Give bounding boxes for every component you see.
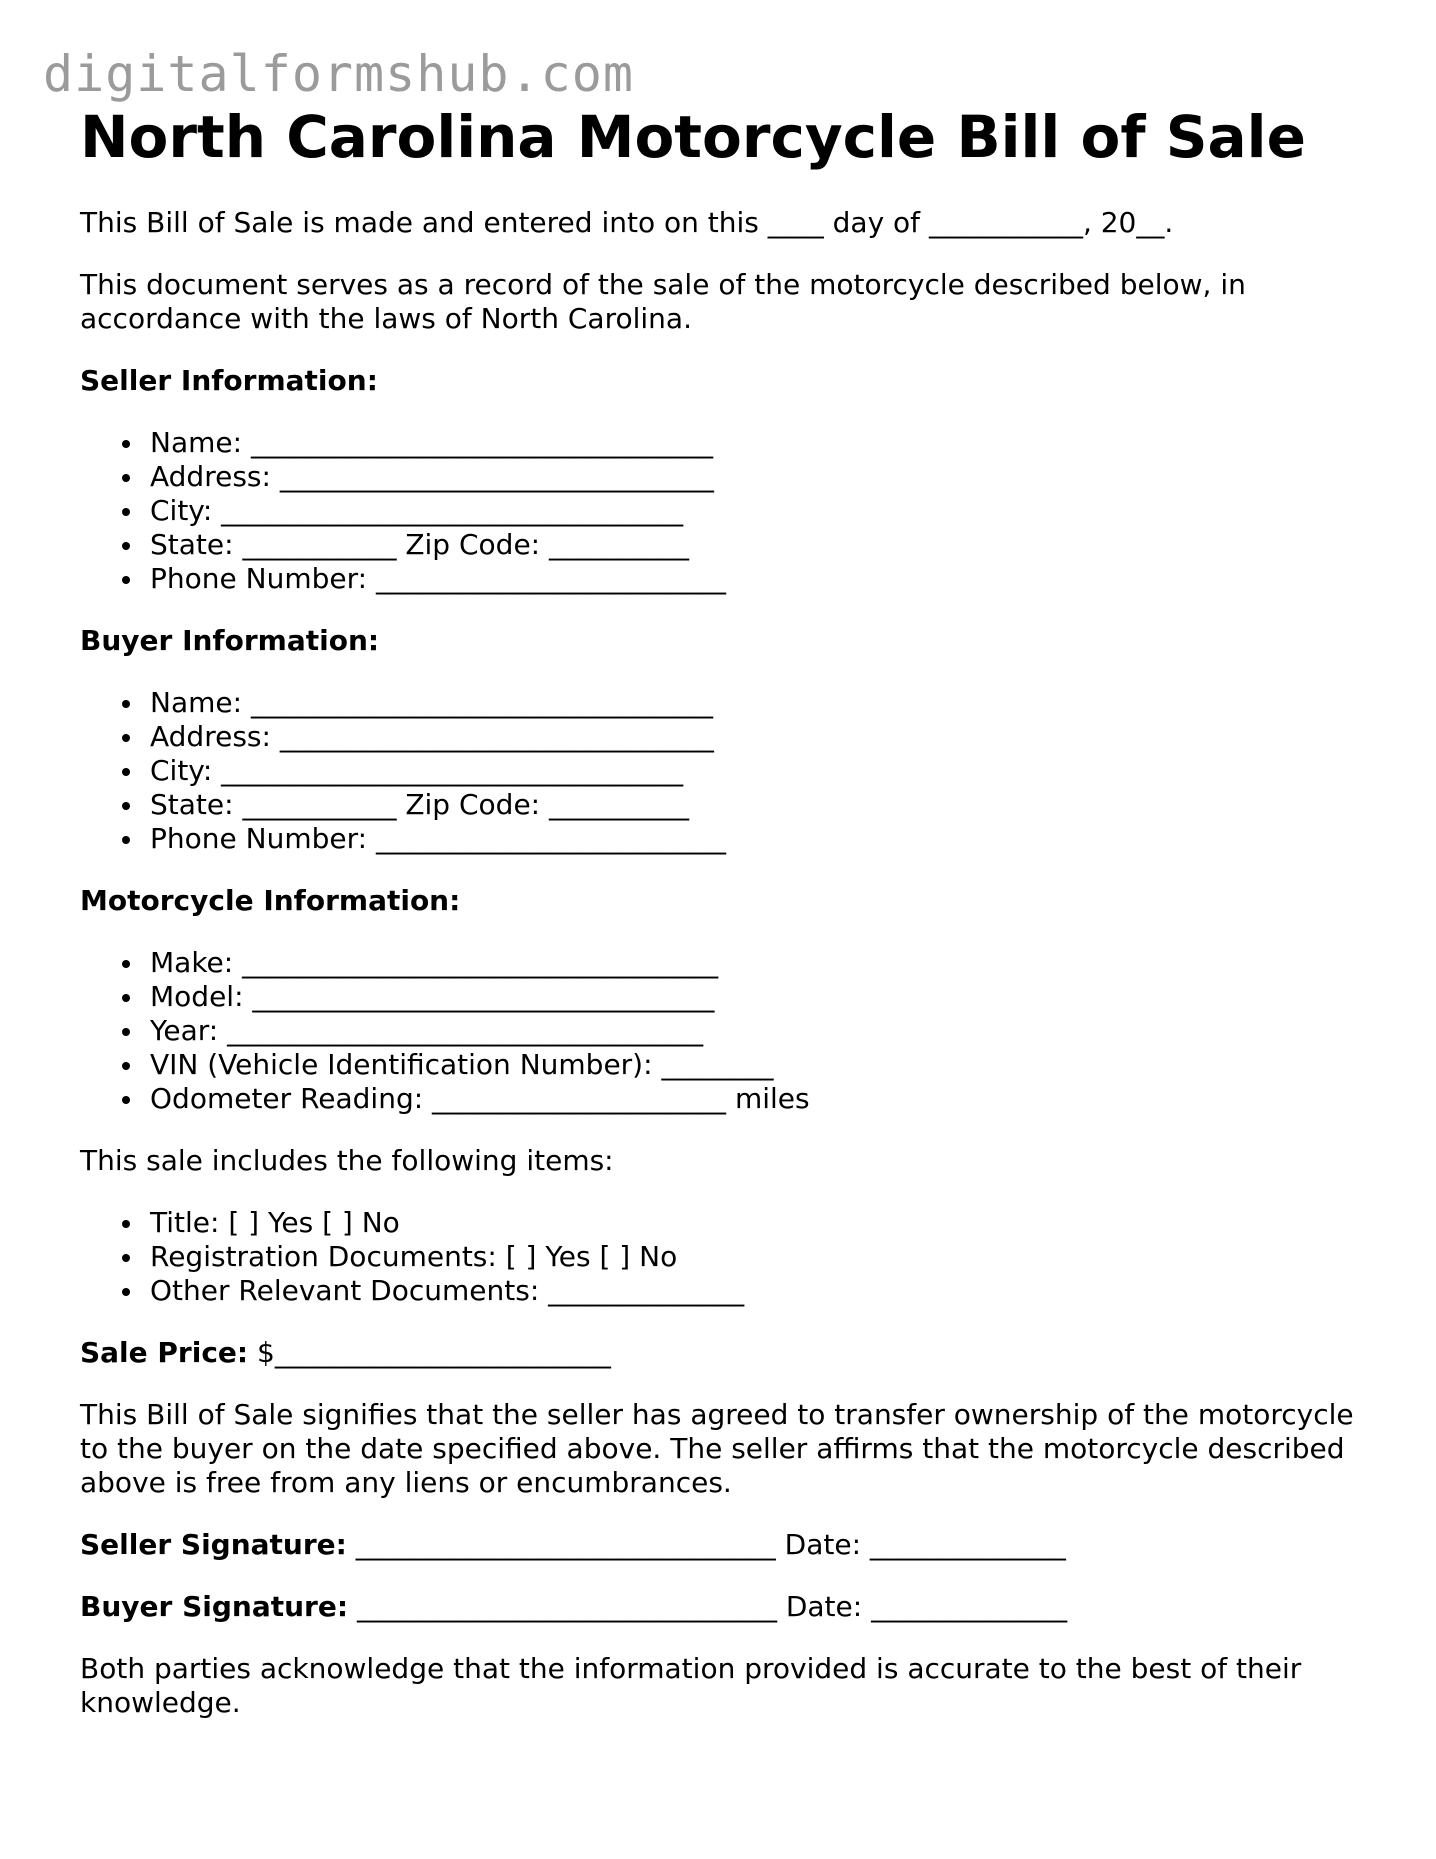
watermark: digitalformshub.com [43,45,634,103]
other-documents-item: Other Relevant Documents: ______________ [150,1274,1380,1308]
buyer-signature-line [80,1590,1380,1624]
seller-signature-line [80,1528,1380,1562]
buyer-signature-blanks: ______________________________ Date: ______________ [356,1590,1068,1623]
seller-phone-field: Phone Number: _________________________ [150,562,1380,596]
items-intro: This sale includes the following items: [80,1144,614,1177]
seller-address-field: Address: _______________________________ [150,460,1380,494]
sale-price-line [80,1336,1380,1370]
motorcycle-fields [80,946,1380,1116]
title-item: Title: [ ] Yes [ ] No [150,1206,1380,1240]
seller-heading: Seller Information: [80,364,378,397]
motorcycle-heading: Motorcycle Information: [80,884,461,917]
buyer-city-field: City: _________________________________ [150,754,1380,788]
buyer-address-field: Address: _______________________________ [150,720,1380,754]
purpose-statement: This document serves as a record of the sale of the motorcycle described below, in accordance with the laws of North Carolina. [80,268,1246,335]
buyer-phone-field: Phone Number: _________________________ [150,822,1380,856]
seller-city-field: City: _________________________________ [150,494,1380,528]
seller-fields [80,426,1380,596]
motorcycle-vin-field: VIN (Vehicle Identification Number): ________ [150,1048,1380,1082]
sale-price-label: Sale Price: [80,1336,249,1369]
buyer-fields [80,686,1380,856]
seller-signature-label: Seller Signature: [80,1528,347,1561]
motorcycle-make-field: Make: __________________________________ [150,946,1380,980]
motorcycle-odometer-field: Odometer Reading: _____________________ miles [150,1082,1380,1116]
document-page [80,100,1380,1720]
buyer-signature-label: Buyer Signature: [80,1590,349,1623]
buyer-heading: Buyer Information: [80,624,380,657]
acknowledgment: Both parties acknowledge that the information provided is accurate to the best of their knowledge. [80,1652,1302,1719]
intro-date-line: This Bill of Sale is made and entered into on this ____ day of ___________, 20__. [80,206,1174,239]
document-title: North Carolina Motorcycle Bill of Sale [80,103,1306,171]
buyer-state-zip-field: State: ___________ Zip Code: __________ [150,788,1380,822]
included-items [80,1206,1380,1308]
buyer-name-field: Name: _________________________________ [150,686,1380,720]
transfer-statement: This Bill of Sale signifies that the seller has agreed to transfer ownership of the motorcycle to the buyer on the date specified above. The seller affirms that the motorcycle described above is free from any liens or encumbrances. [80,1398,1354,1499]
seller-state-zip-field: State: ___________ Zip Code: __________ [150,528,1380,562]
motorcycle-model-field: Model: _________________________________ [150,980,1380,1014]
sale-price-value: $________________________ [257,1336,611,1369]
seller-signature-blanks: ______________________________ Date: ______________ [355,1528,1066,1561]
seller-name-field: Name: _________________________________ [150,426,1380,460]
registration-item: Registration Documents: [ ] Yes [ ] No [150,1240,1380,1274]
motorcycle-year-field: Year: __________________________________ [150,1014,1380,1048]
